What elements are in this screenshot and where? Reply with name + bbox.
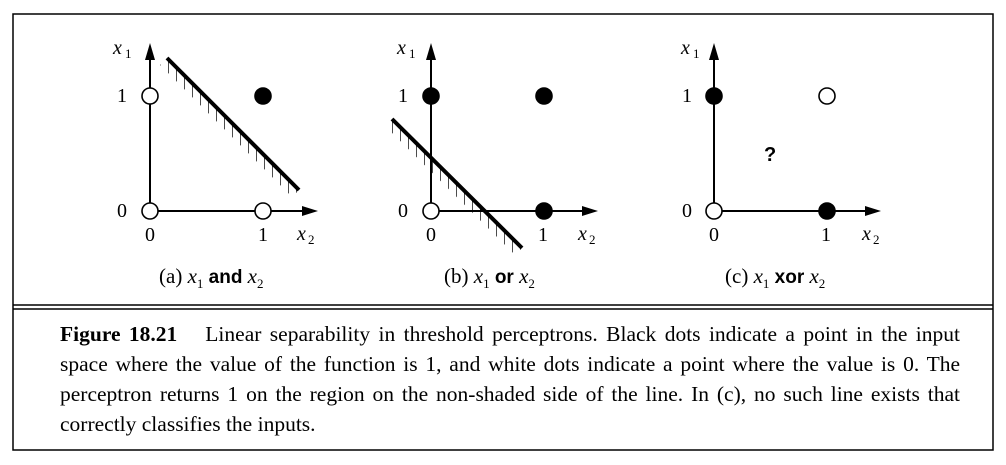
panel-b-y-arrow bbox=[426, 43, 436, 60]
panel-a-y-axis-sub: 1 bbox=[125, 46, 132, 61]
panel-a-point-1-1-black bbox=[255, 88, 271, 104]
panel-b-x-axis-label: x bbox=[578, 223, 587, 245]
panel-a-x-arrow bbox=[302, 206, 318, 216]
panel-b-y-axis-label: x bbox=[397, 37, 406, 59]
panel-b-x-arrow bbox=[582, 206, 598, 216]
panel-a-point-1-0-white bbox=[255, 203, 271, 219]
panel-b-tick-x1: 1 bbox=[538, 224, 548, 246]
panel-a-separating-line bbox=[167, 58, 299, 190]
panel-c-caption: (c) $x_1$ xor $x_2$ bbox=[725, 264, 826, 291]
panel-c-point-0-0-white bbox=[706, 203, 722, 219]
panel-b-point-0-1-black bbox=[423, 88, 439, 104]
panel-a-tick-x0: 0 bbox=[145, 224, 155, 246]
panel-b-points bbox=[423, 88, 552, 219]
panel-b-shaded-region bbox=[385, 119, 522, 255]
panel-c-point-0-1-black bbox=[706, 88, 722, 104]
panel-b-x-axis-sub: 2 bbox=[589, 232, 596, 247]
panel-c-tick-y1: 1 bbox=[682, 85, 692, 107]
panel-a-y-arrow bbox=[145, 43, 155, 60]
panel-a-tick-y0: 0 bbox=[117, 200, 127, 222]
panel-b-tick-y0: 0 bbox=[398, 200, 408, 222]
panel-c bbox=[680, 37, 881, 291]
panel-b-point-1-1-black bbox=[536, 88, 552, 104]
panel-b-y-axis-sub: 1 bbox=[409, 46, 416, 61]
panel-a bbox=[112, 37, 318, 291]
figure-caption bbox=[60, 319, 960, 439]
panel-b-point-1-0-black bbox=[536, 203, 552, 219]
panel-c-x-axis-sub: 2 bbox=[873, 232, 880, 247]
panel-a-y-axis-label: x bbox=[113, 37, 122, 59]
panel-a-x-axis-label: x bbox=[297, 223, 306, 245]
panel-c-y-axis-sub: 1 bbox=[693, 46, 700, 61]
panel-c-point-1-1-white bbox=[819, 88, 835, 104]
panel-b bbox=[385, 37, 598, 291]
panel-c-y-axis-label: x bbox=[681, 37, 690, 59]
panel-a-caption: (a) $x_1$ and $x_2$ bbox=[159, 264, 264, 291]
panel-a-tick-y1: 1 bbox=[117, 85, 127, 107]
panel-a-shaded-region bbox=[160, 58, 299, 197]
panel-a-x-axis-sub: 2 bbox=[308, 232, 315, 247]
panel-a-point-0-0-white bbox=[142, 203, 158, 219]
panel-c-tick-y0: 0 bbox=[682, 200, 692, 222]
panel-c-point-1-0-black bbox=[819, 203, 835, 219]
panel-a-tick-x1: 1 bbox=[258, 224, 268, 246]
panel-b-separating-line bbox=[392, 119, 522, 248]
panel-c-x-arrow bbox=[865, 206, 881, 216]
panel-b-caption: (b) $x_1$ or $x_2$ bbox=[444, 264, 535, 291]
panel-c-question-mark: ? bbox=[764, 144, 777, 166]
panel-b-tick-x0: 0 bbox=[426, 224, 436, 246]
panel-c-x-axis-label: x bbox=[862, 223, 871, 245]
panel-b-tick-y1: 1 bbox=[398, 85, 408, 107]
figure-label: Figure 18.21 bbox=[60, 322, 178, 346]
panel-c-tick-x1: 1 bbox=[821, 224, 831, 246]
panel-c-y-arrow bbox=[709, 43, 719, 60]
panel-c-tick-x0: 0 bbox=[709, 224, 719, 246]
figure-caption-text: Linear separability in threshold perceptrons. Black dots indicate a point in the input space where the value of the function is 1, and white dots indicate a point where the value is 0. The perceptron returns 1 on the region on the non-shaded side of the line. In (c), no such line exists that correctly classifies the inputs. bbox=[60, 322, 960, 436]
panel-a-point-0-1-white bbox=[142, 88, 158, 104]
panel-b-point-0-0-white bbox=[423, 203, 439, 219]
